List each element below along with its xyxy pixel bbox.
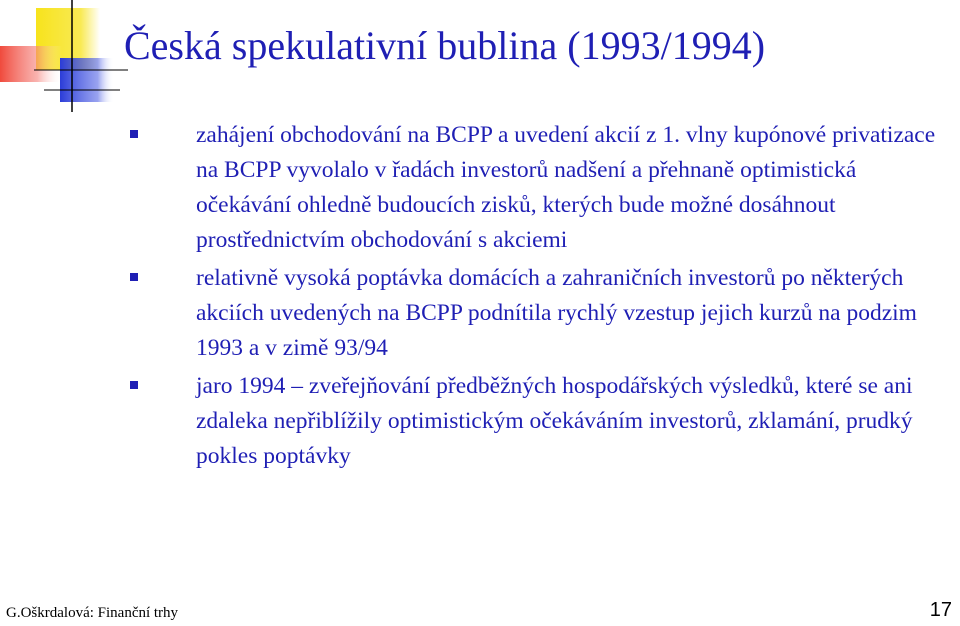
slide-title: Česká spekulativní bublina (1993/1994) [124, 23, 766, 68]
square-bullet-icon [130, 381, 138, 389]
bullet-text: jaro 1994 – zveřejňování předběžných hospodářských výsledků, které se ani zdaleka nepřiblížily optimistickým očekáváním investorů, zklamání, prudký pokles poptávky [196, 373, 913, 469]
bullet-text: relativně vysoká poptávka domácích a zahraničních investorů po některých akciích uvedených na BCPP podnítila rychlý vzestup jejich kurzů na podzim 1993 a v zimě 93/94 [196, 265, 917, 361]
page-number: 17 [929, 599, 952, 621]
square-bullet-icon [130, 273, 138, 281]
square-bullet-icon [130, 130, 138, 138]
footer-author: G.Oškrdalová: Finanční trhy [6, 605, 179, 621]
bullet-text: zahájení obchodování na BCPP a uvedení akcií z 1. vlny kupónové privatizace na BCPP vyvolalo v řadách investorů nadšení a přehnaně optimistická očekávání ohledně budoucích zisků, kterých bude možné dosáhnout prostřednictvím obchodování s akciemi [196, 122, 936, 253]
bullet-item [124, 369, 954, 474]
bullet-list [124, 118, 954, 477]
bullet-item [124, 118, 954, 258]
corner-decoration-icon [0, 0, 130, 115]
bullet-item [124, 261, 954, 366]
